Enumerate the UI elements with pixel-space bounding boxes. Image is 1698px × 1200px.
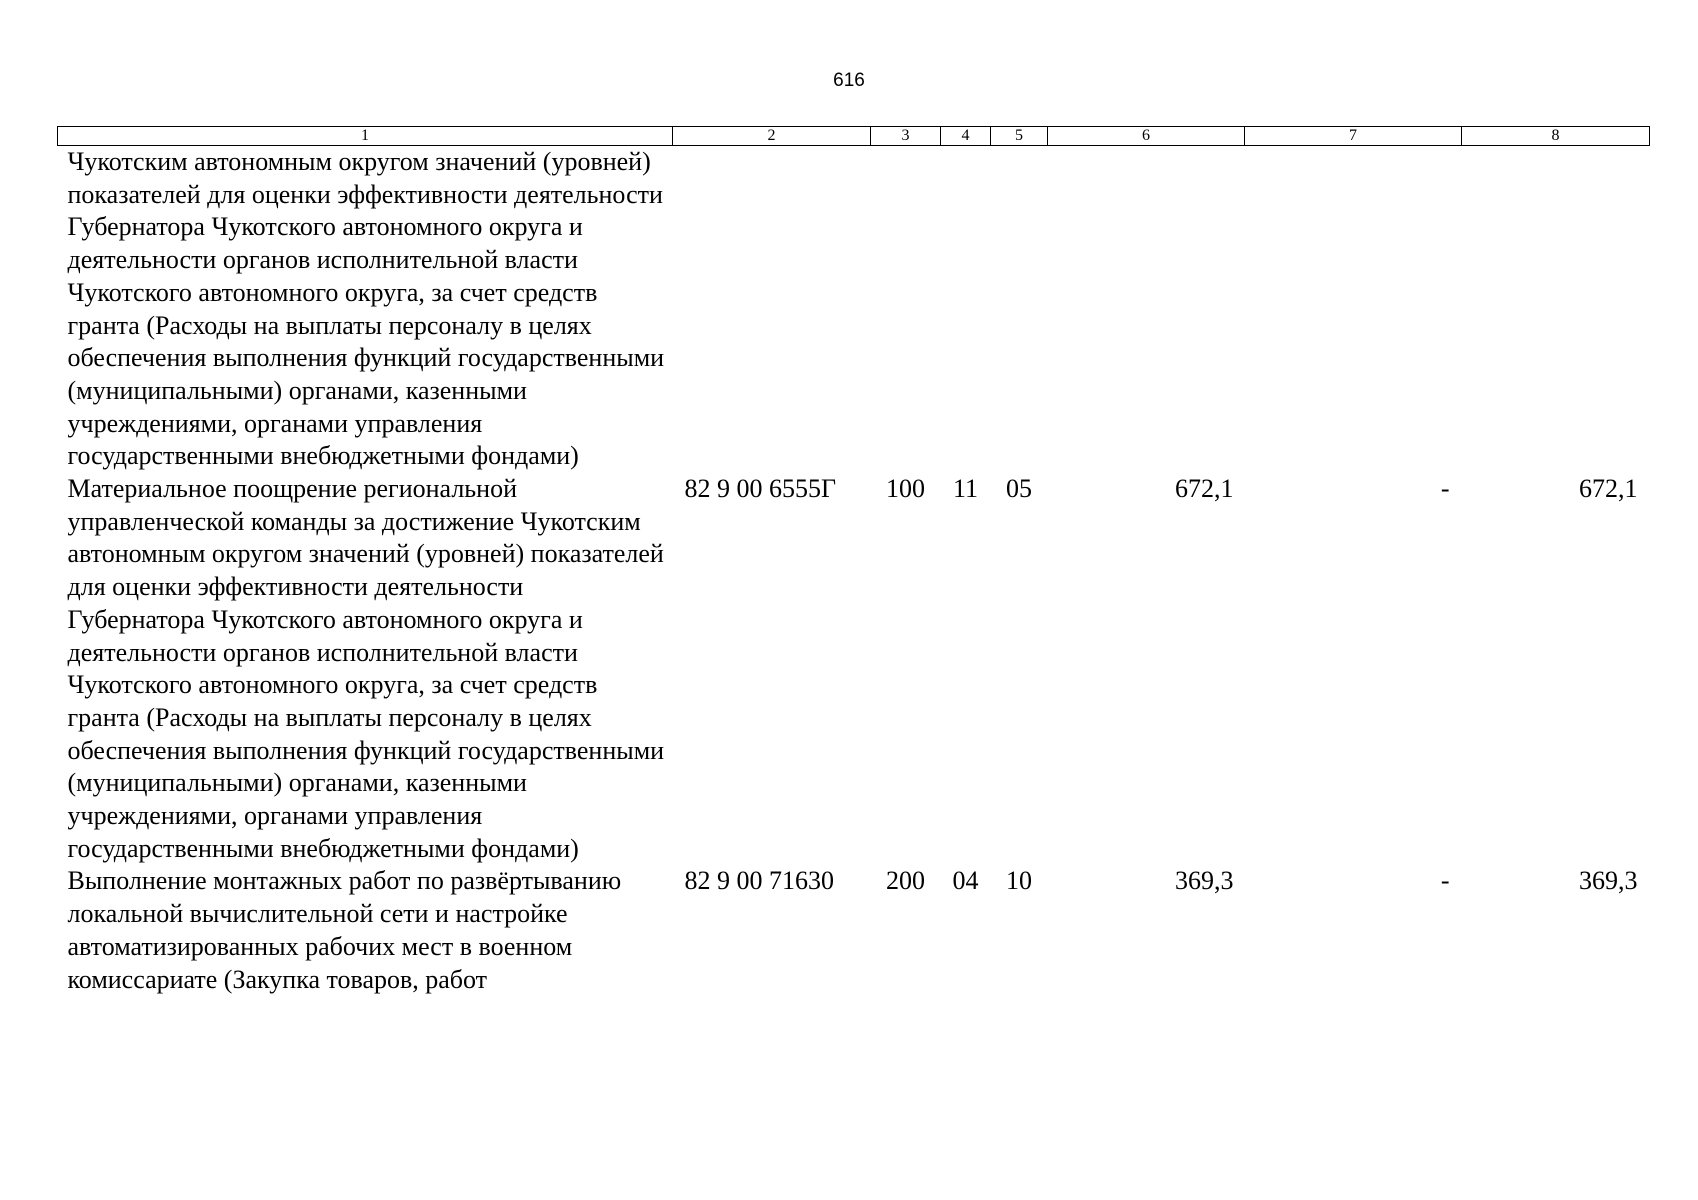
- row-description: Чукотским автономным округом значений (уровней) показателей для оценки эффективности деятельности Губернатора Чукотского автономного округа и деятельности органов исполнительной власти Чукотского автономного округа, за счет средств гранта (Расходы на выплаты персоналу в целях обеспечения выполнения функций государственными (муниципальными) органами, казенными учреждениями, органами управления государственными внебюджетными фондами): [67, 147, 665, 471]
- column-header-6: 6: [1048, 127, 1245, 146]
- column-header-8: 8: [1462, 127, 1650, 146]
- column-header-1: 1: [58, 127, 673, 146]
- row-col-4: 11: [952, 474, 979, 504]
- row-col-8: 369,3: [1579, 866, 1638, 896]
- row-col-4: [941, 146, 991, 474]
- row-col-5: 05: [1006, 474, 1032, 504]
- table-row: [58, 146, 1650, 474]
- row-col-3: [871, 146, 941, 474]
- row-description: Выполнение монтажных работ по развёртыванию локальной вычислительной сети и настройке автоматизированных рабочих мест в военном комиссариате (Закупка товаров, работ: [67, 866, 622, 994]
- column-header-5: 5: [991, 127, 1048, 146]
- row-col-3: 200: [886, 866, 925, 896]
- column-header-2: 2: [673, 127, 871, 146]
- row-description: Материальное поощрение региональной управленческой команды за достижение Чукотским автономным округом значений (уровней) показателей для оценки эффективности деятельности Губернатора Чукотского автономного округа и деятельности органов исполнительной власти Чукотского автономного округа, за счет средств гранта (Расходы на выплаты персоналу в целях обеспечения выполнения функций государственными (муниципальными) органами, казенными учреждениями, органами управления государственными внебюджетными фондами): [67, 474, 665, 863]
- row-col-4: 04: [952, 866, 979, 896]
- table-header-row: [58, 127, 1650, 146]
- row-col-7: -: [1440, 866, 1450, 896]
- page-number: 616: [833, 70, 865, 91]
- row-col-7: -: [1440, 474, 1450, 504]
- row-col-6: 369,3: [1175, 866, 1234, 896]
- row-col-6: 672,1: [1175, 474, 1234, 504]
- table-row: [58, 865, 1650, 996]
- row-col-5: 10: [1006, 866, 1032, 896]
- column-header-3: 3: [871, 127, 941, 146]
- column-header-4: 4: [941, 127, 991, 146]
- row-code: 82 9 00 6555Г: [684, 474, 837, 504]
- row-code: [673, 146, 871, 474]
- row-col-8: 672,1: [1579, 474, 1638, 504]
- budget-table: [57, 126, 1650, 996]
- table-row: [58, 473, 1650, 865]
- row-col-3: 100: [886, 474, 925, 504]
- row-col-6: [1048, 146, 1245, 474]
- row-col-5: [991, 146, 1048, 474]
- row-code: 82 9 00 71630: [684, 866, 834, 896]
- row-col-7: [1245, 146, 1462, 474]
- row-col-8: [1462, 146, 1650, 474]
- column-header-7: 7: [1245, 127, 1462, 146]
